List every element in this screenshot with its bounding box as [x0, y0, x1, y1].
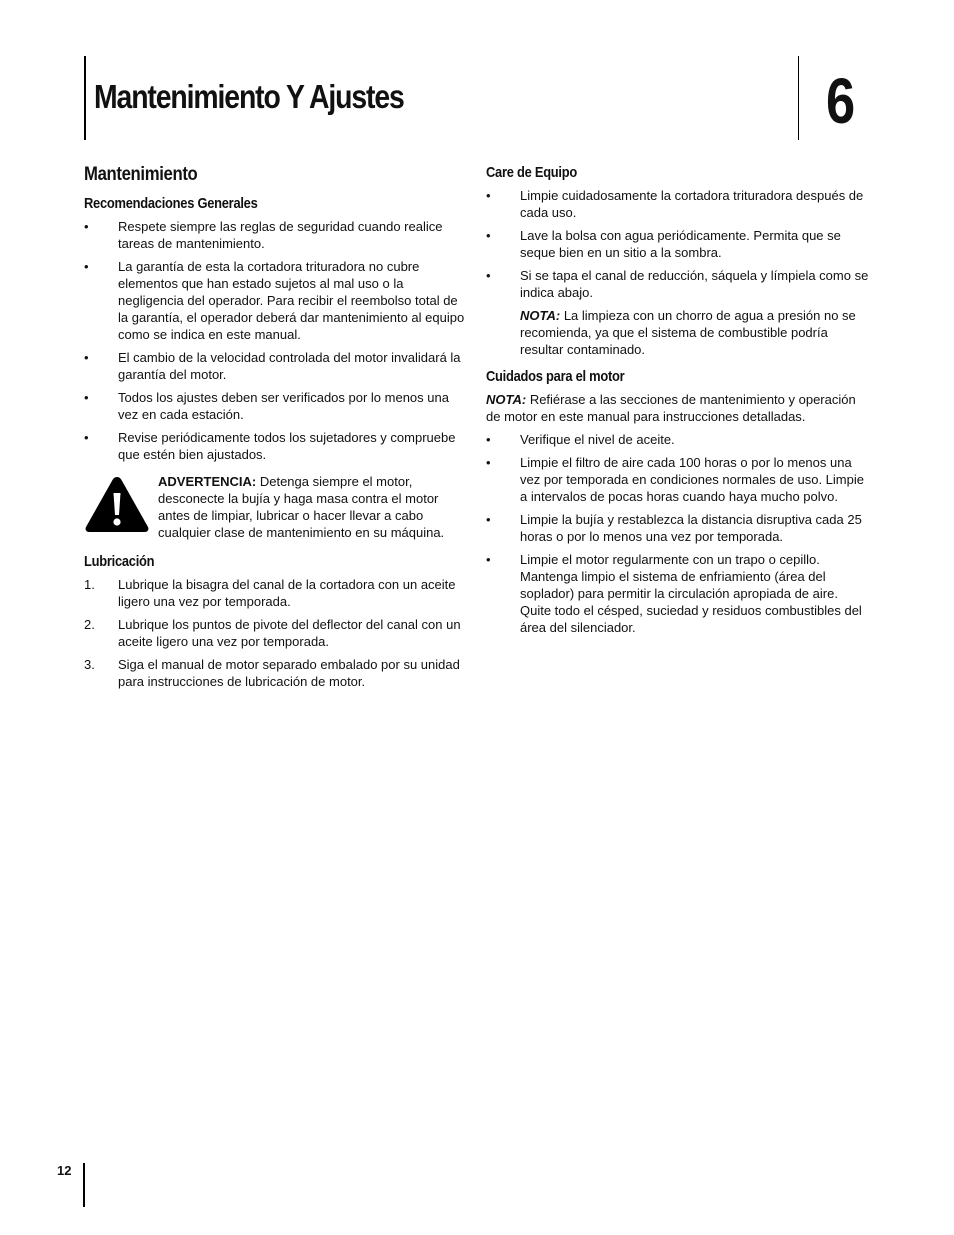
bullet: •	[84, 350, 89, 365]
list-item	[486, 511, 872, 545]
list-item-text: Si se tapa el canal de reducción, sáquela y límpiela como se indica abajo.	[520, 268, 869, 300]
chapter-number: 6	[826, 65, 856, 137]
bullet: •	[486, 512, 491, 527]
list-number: 1.	[84, 577, 95, 592]
list-item-text: Limpie el motor regularmente con un trapo o cepillo. Mantenga limpio el sistema de enfriamiento (área del soplador) para permitir la circulación apropiada de aire. Quite todo el césped, suciedad y residuos combustibles del área del silenciador.	[520, 552, 862, 635]
note-text: La limpieza con un chorro de agua a presión no se recomienda, ya que el sistema de combustible podría resultar contaminado.	[520, 308, 856, 357]
heading-lubricacion: Lubricación	[84, 553, 155, 570]
list-item-text: Limpie cuidadosamente la cortadora trituradora después de cada uso.	[520, 188, 864, 220]
bullet: •	[486, 432, 491, 447]
list-item-text: Verifique el nivel de aceite.	[520, 432, 675, 447]
list-item	[84, 616, 470, 650]
bullet: •	[486, 228, 491, 243]
list-item	[486, 551, 872, 636]
lubrication-list	[84, 576, 470, 690]
list-item	[84, 349, 470, 383]
warning-block	[84, 473, 470, 541]
heading-cuidados-para-el-motor: Cuidados para el motor	[486, 368, 625, 385]
list-item	[486, 454, 872, 505]
bullet: •	[486, 552, 491, 567]
page-number: 12	[57, 1163, 72, 1178]
list-item	[486, 431, 872, 448]
list-item-text: Lubrique la bisagra del canal de la cortadora con un aceite ligero una vez por temporada.	[118, 577, 456, 609]
footer-rule	[83, 1163, 85, 1207]
right-column	[486, 164, 872, 642]
list-item-text: Limpie la bujía y restablezca la distancia disruptiva cada 25 horas o por lo menos una vez por temporada.	[520, 512, 862, 544]
care-note	[486, 307, 872, 358]
list-item-text: Limpie el filtro de aire cada 100 horas o por lo menos una vez por temporada en condiciones normales de uso. Limpie a intervalos de pocas horas cuando haya mucho polvo.	[520, 455, 864, 504]
motor-note	[486, 391, 872, 425]
header-right-rule	[798, 56, 799, 140]
bullet: •	[84, 390, 89, 405]
chapter-title: Mantenimiento Y Ajustes	[94, 78, 404, 115]
bullet: •	[486, 455, 491, 470]
list-item-text: El cambio de la velocidad controlada del motor invalidará la garantía del motor.	[118, 350, 461, 382]
section-title-mantenimiento: Mantenimiento	[84, 164, 198, 185]
list-item-text: Lubrique los puntos de pivote del deflector del canal con un aceite ligero una vez por temporada.	[118, 617, 461, 649]
list-item	[486, 227, 872, 261]
header-left-rule	[84, 56, 86, 140]
list-item	[84, 218, 470, 252]
list-item-text: Respete siempre las reglas de seguridad cuando realice tareas de mantenimiento.	[118, 219, 443, 251]
list-item	[84, 429, 470, 463]
note-label: NOTA:	[520, 308, 561, 323]
bullet: •	[486, 188, 491, 203]
heading-recomendaciones-generales: Recomendaciones Generales	[84, 195, 258, 212]
bullet: •	[84, 219, 89, 234]
note-text: Refiérase a las secciones de mantenimiento y operación de motor en este manual para instrucciones detalladas.	[486, 392, 856, 424]
bullet: •	[84, 430, 89, 445]
general-recommendations-list	[84, 218, 470, 463]
list-item	[84, 656, 470, 690]
list-item-text: Todos los ajustes deben ser verificados por lo menos una vez en cada estación.	[118, 390, 449, 422]
note-label: NOTA:	[486, 392, 527, 407]
list-item-text: La garantía de esta la cortadora trituradora no cubre elementos que han estado sujetos al mal uso o la negligencia del operador. Para recibir el reembolso total de la garantía, el operador deberá dar mantenimiento al equipo como se indica en este manual.	[118, 259, 465, 342]
bullet: •	[84, 259, 89, 274]
heading-care-de-equipo: Care de Equipo	[486, 164, 578, 181]
warning-triangle-icon	[84, 475, 150, 533]
list-item	[84, 389, 470, 423]
list-item-text: Siga el manual de motor separado embalado por su unidad para instrucciones de lubricación de motor.	[118, 657, 460, 689]
warning-label: ADVERTENCIA:	[158, 474, 257, 489]
list-number: 2.	[84, 617, 95, 632]
care-list	[486, 187, 872, 301]
list-item	[486, 267, 872, 301]
list-item	[486, 187, 872, 221]
list-item-text: Lave la bolsa con agua periódicamente. Permita que se seque bien en un sitio a la sombra.	[520, 228, 841, 260]
list-number: 3.	[84, 657, 95, 672]
left-column	[84, 164, 470, 696]
list-item	[84, 576, 470, 610]
warning-text: Detenga siempre el motor, desconecte la bujía y haga masa contra el motor antes de limpiar, lubricar o hacer llevar a cabo cualquier clase de mantenimiento en su máquina.	[158, 474, 445, 540]
list-item-text: Revise periódicamente todos los sujetadores y compruebe que estén bien ajustados.	[118, 430, 456, 462]
list-item	[84, 258, 470, 343]
motor-care-list	[486, 431, 872, 636]
bullet: •	[486, 268, 491, 283]
